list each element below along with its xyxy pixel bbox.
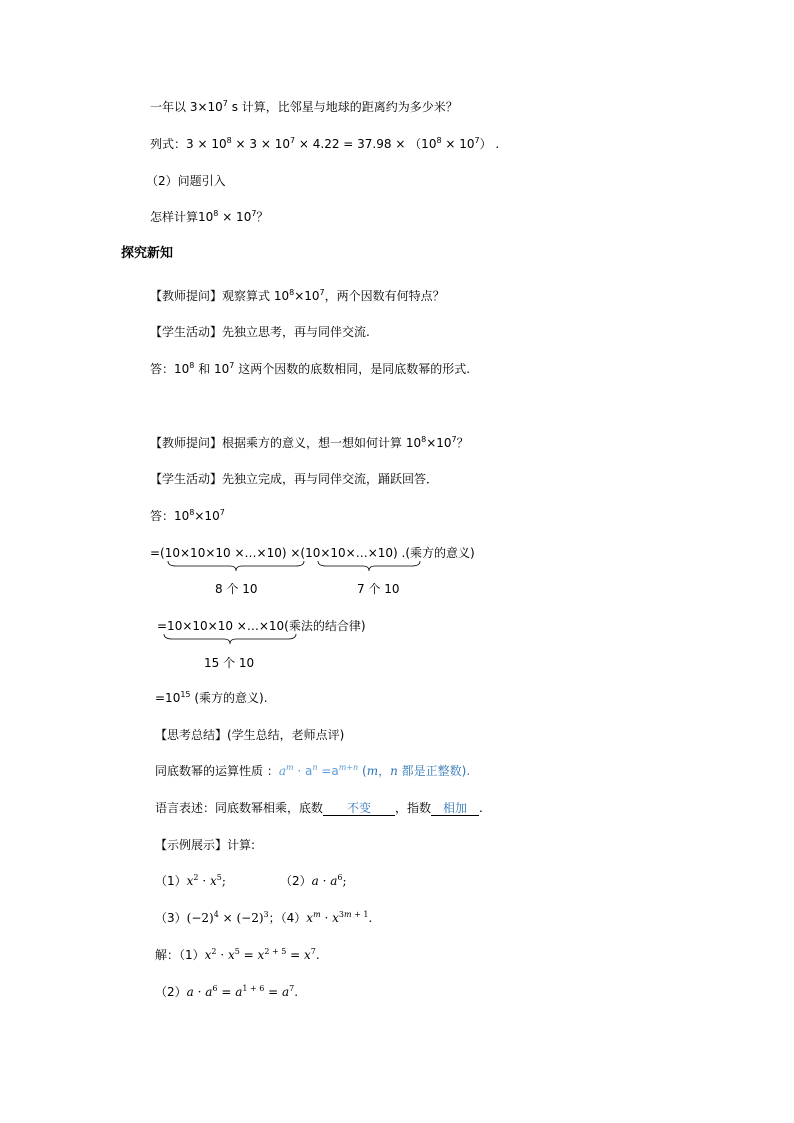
result-line: $=10^{15}$ (乘方的意义). <box>155 690 268 705</box>
underbrace-15 <box>162 632 298 646</box>
math-x2-x5: $x^2 \cdot x^5$; <box>186 873 226 888</box>
question-year: 一年以 $3\times 10^7$ s 计算，比邻星与地球的距离约为多少米？ <box>150 99 458 114</box>
expand-line: =(10×10×10 ×…×10) ×(10×10×…×10) .(乘方的意义) <box>150 546 475 560</box>
property-condition: (m，n 都是正整数). <box>358 764 471 778</box>
formula-line: 列式：$3 \times 10^8 \times 3 \times 10^7 \times 4.22 = 37.98 \times (10^8 \times 10^7)$ . <box>150 136 500 151</box>
student-activity-2: 【学生活动】先独立完成，再与同伴交流，踊跃回答． <box>150 472 439 486</box>
underbrace-7 <box>316 559 422 573</box>
fill-blank-exponent: 相加 <box>431 801 479 816</box>
teacher-question-2: 【教师提问】根据乘方的意义，想一想如何计算 $10^8\times 10^7$？ <box>150 435 469 450</box>
math-sol1: $x^2 \cdot x^5 = x^{2 + 5} = x^7$. <box>204 947 320 962</box>
example-row-2: $(3)(-2)^4 \times (-2)^3$；$(4)x^m \cdot x^{3m + 1}$. <box>155 910 373 925</box>
count-8-tens: 8 个 10 <box>215 582 258 596</box>
answer-1: 答：$10^8$ 和 $10^7$ 这两个因数的底数相同，是同底数幂的形式. <box>150 361 471 376</box>
property-formula: $a^m \cdot a^n =a^{m+n}$ <box>278 763 359 778</box>
fill-blank-base: 不变 <box>323 801 395 816</box>
student-activity-1: 【学生活动】先独立思考，再与同伴交流. <box>150 325 370 339</box>
example-row-1: $(1)x^2 \cdot x^5$; <box>155 873 226 888</box>
section-title: 探究新知 <box>121 246 174 261</box>
answer-2: 答：$10^8\times 10^7$ <box>150 508 225 523</box>
count-15-tens: 15 个 10 <box>204 656 255 670</box>
count-7-tens: 7 个 10 <box>357 582 400 596</box>
math-neg2: $(-2)^4 \times (-2)^3$ <box>186 910 269 925</box>
underbrace-8 <box>166 559 306 573</box>
example-title: 【示例展示】计算: <box>155 838 256 852</box>
combine-line: =10×10×10 ×…×10(乘法的结合律) <box>157 619 366 633</box>
think-summary: 【思考总结】(学生总结，老师点评) <box>155 728 345 742</box>
solution-2: $(2)a \cdot a^6 = a^{1 + 6} = a^7$. <box>155 984 299 999</box>
math-a-a6: $a \cdot a^6$; <box>311 873 347 888</box>
example-row-1b: $(2)a \cdot a^6$; <box>280 873 347 888</box>
teacher-question-1: 【教师提问】观察算式 $10^8\times 10^7$，两个因数有何特点？ <box>150 288 445 303</box>
solution-1: 解：$(1)x^2 \cdot x^5 = x^{2 + 5} = x^7$. <box>155 947 320 962</box>
problem-intro: （2）问题引入 <box>146 174 226 188</box>
math-xm: $x^m \cdot x^{3m + 1}$. <box>306 910 373 925</box>
howto-line: 怎样计算$10^8 \times 10^7$？ <box>150 209 269 224</box>
verbal-statement: 语言表述：同底数幂相乘，底数 不变 ，指数 相加 . <box>155 801 483 815</box>
property-line: 同底数幂的运算性质 ：$a^m \cdot a^n =a^{m+n}$ (m，n 都是正整数). <box>155 763 471 778</box>
math-sol2: $a \cdot a^6 = a^{1 + 6} = a^7$. <box>186 984 299 999</box>
